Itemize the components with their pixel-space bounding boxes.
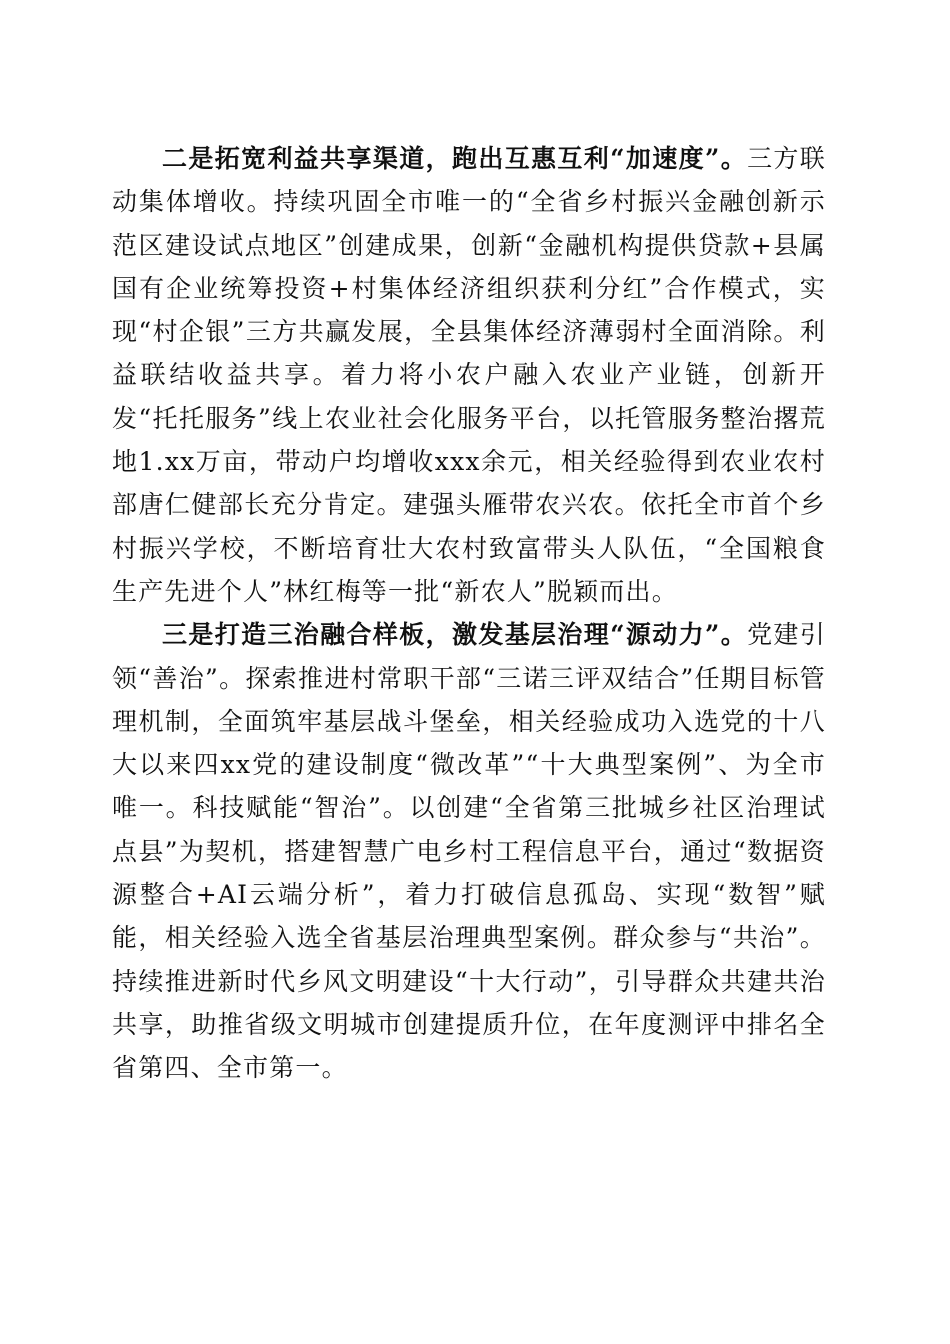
paragraph-governance (112, 613, 826, 1089)
paragraph-body: 党建引领“善治”。探索推进村常职干部“三诺三评双结合”任期目标管理机制，全面筑牢基层战斗堡垒，相关经验成功入选党的十八大以来四xx党的建设制度“微改革”“十大典型案例”、为全市唯一。科技赋能“智治”。以创建“全省第三批城乡社区治理试点县”为契机，搭建智慧广电乡村工程信息平台，通过“数据资源整合+AI云端分析”，着力打破信息孤岛、实现“数智”赋能，相关经验入选全省基层治理典型案例。群众参与“共治”。持续推进新时代乡风文明建设“十大行动”，引导群众共建共治共享，助推省级文明城市创建提质升位，在年度测评中排名全省第四、全市第一。 (112, 620, 826, 1083)
paragraph-interest-sharing (112, 137, 826, 613)
paragraph-body: 三方联动集体增收。持续巩固全市唯一的“全省乡村振兴金融创新示范区建设试点地区”创建成果，创新“金融机构提供贷款+县属国有企业统筹投资+村集体经济组织获利分红”合作模式，实现“村企银”三方共赢发展，全县集体经济薄弱村全面消除。利益联结收益共享。着力将小农户融入农业产业链，创新开发“托托服务”线上农业社会化服务平台，以托管服务整治撂荒地1.xx万亩，带动户均增收xxx余元，相关经验得到农业农村部唐仁健部长充分肯定。建强头雁带农兴农。依托全市首个乡村振兴学校，不断培育壮大农村致富带头人队伍，“全国粮食生产先进个人”林红梅等一批“新农人”脱颖而出。 (112, 144, 826, 606)
paragraph-heading: 三是打造三治融合样板，激发基层治理“源动力”。 (162, 620, 748, 650)
paragraph-heading: 二是拓宽利益共享渠道，跑出互惠互利“加速度”。 (162, 144, 748, 173)
document-page (112, 137, 826, 1090)
